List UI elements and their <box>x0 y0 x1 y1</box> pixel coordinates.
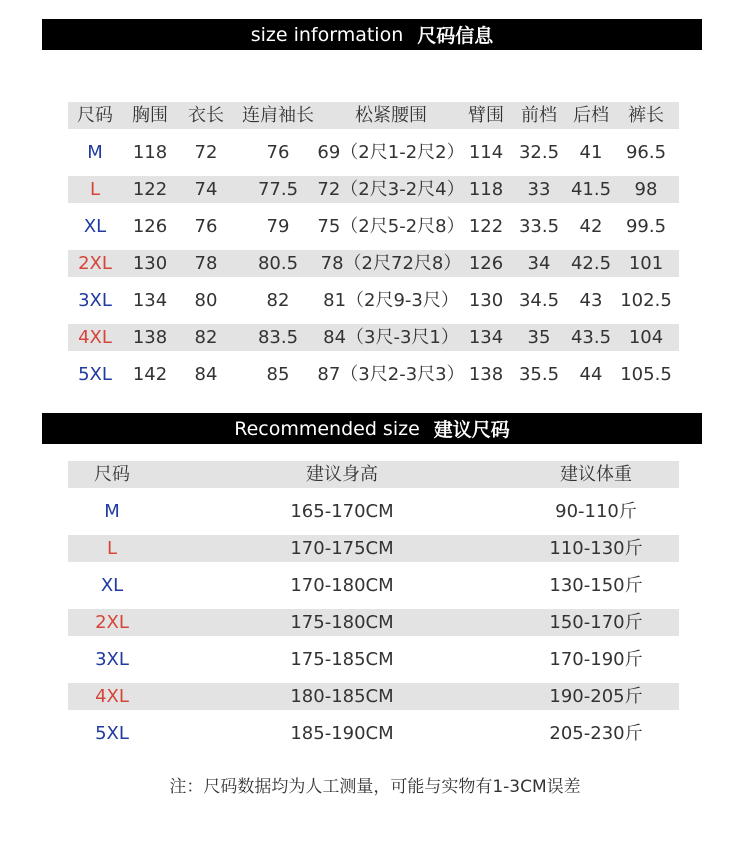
sleeve-cell: 79 <box>266 216 290 237</box>
banner-title-en: Recommended size <box>234 417 420 440</box>
sleeve-cell: 80.5 <box>257 253 299 274</box>
weight-cell: 170-190斤 <box>549 649 643 670</box>
table-row <box>68 324 679 351</box>
size-cell: 5XL <box>78 364 112 385</box>
front-rise-cell: 35 <box>527 327 551 348</box>
recommended-size-table <box>68 461 679 757</box>
arm-cell: 118 <box>468 179 504 200</box>
arm-cell: 114 <box>468 142 504 163</box>
size-cell: XL <box>83 216 107 237</box>
sleeve-cell: 77.5 <box>257 179 299 200</box>
measurement-note: 注：尺码数据均为人工测量，可能与实物有1-3CM误差 <box>169 777 581 797</box>
height-cell: 185-190CM <box>290 723 394 744</box>
arm-cell: 130 <box>468 290 504 311</box>
banner-title-cn: 尺码信息 <box>417 25 494 47</box>
header-chest: 胸围 <box>132 105 168 126</box>
pants-length-cell: 105.5 <box>620 364 672 385</box>
weight-cell: 90-110斤 <box>555 501 637 522</box>
table-row <box>68 176 679 203</box>
chest-cell: 138 <box>132 327 168 348</box>
front-rise-cell: 35.5 <box>518 364 560 385</box>
back-rise-cell: 43 <box>579 290 603 311</box>
back-rise-cell: 44 <box>579 364 603 385</box>
chest-cell: 130 <box>132 253 168 274</box>
sleeve-cell: 76 <box>266 142 290 163</box>
length-cell: 78 <box>194 253 218 274</box>
header-arm: 臂围 <box>468 105 504 126</box>
waist-cell: 84（3尺-3尺1） <box>323 327 459 348</box>
front-rise-cell: 34.5 <box>518 290 560 311</box>
front-rise-cell: 32.5 <box>518 142 560 163</box>
chest-cell: 142 <box>132 364 168 385</box>
header-height: 建议身高 <box>306 464 378 485</box>
table-row <box>68 213 679 240</box>
waist-cell: 69（2尺1-2尺2） <box>317 142 465 163</box>
size-cell: L <box>106 538 118 559</box>
header-weight: 建议体重 <box>560 464 632 485</box>
banner-title-en: size information <box>250 23 404 46</box>
size-cell: 3XL <box>95 649 129 670</box>
waist-cell: 72（2尺3-2尺4） <box>317 179 465 200</box>
back-rise-cell: 42 <box>579 216 603 237</box>
weight-cell: 190-205斤 <box>549 686 643 707</box>
sleeve-cell: 83.5 <box>257 327 299 348</box>
length-cell: 72 <box>194 142 218 163</box>
waist-cell: 87（3尺2-3尺3） <box>317 364 465 385</box>
pants-length-cell: 101 <box>628 253 664 274</box>
recommended-size-banner <box>42 413 702 444</box>
waist-cell: 75（2尺5-2尺8） <box>317 216 465 237</box>
size-cell: M <box>104 501 120 522</box>
height-cell: 170-175CM <box>290 538 394 559</box>
chest-cell: 118 <box>132 142 168 163</box>
size-cell: XL <box>100 575 124 596</box>
arm-cell: 122 <box>468 216 504 237</box>
banner-title-cn: 建议尺码 <box>433 419 510 441</box>
front-rise-cell: 33 <box>527 179 551 200</box>
table-row <box>68 572 679 599</box>
header-sleeve: 连肩袖长 <box>242 105 314 126</box>
sleeve-cell: 82 <box>266 290 290 311</box>
pants-length-cell: 96.5 <box>625 142 667 163</box>
length-cell: 84 <box>194 364 218 385</box>
back-rise-cell: 42.5 <box>570 253 612 274</box>
waist-cell: 78（2尺72尺8） <box>320 253 462 274</box>
pants-length-cell: 98 <box>634 179 658 200</box>
arm-cell: 138 <box>468 364 504 385</box>
table-header-row <box>68 461 679 488</box>
chest-cell: 122 <box>132 179 168 200</box>
pants-length-cell: 104 <box>628 327 664 348</box>
length-cell: 80 <box>194 290 218 311</box>
weight-cell: 150-170斤 <box>549 612 643 633</box>
length-cell: 76 <box>194 216 218 237</box>
size-information-banner <box>42 19 702 50</box>
header-pants-length: 裤长 <box>628 105 664 126</box>
height-cell: 175-185CM <box>290 649 394 670</box>
table-row <box>68 139 679 166</box>
size-cell: 5XL <box>95 723 129 744</box>
height-cell: 175-180CM <box>290 612 394 633</box>
size-cell: 3XL <box>78 290 112 311</box>
size-cell: L <box>89 179 101 200</box>
height-cell: 165-170CM <box>290 501 394 522</box>
table-row <box>68 250 679 277</box>
table-row <box>68 361 679 388</box>
arm-cell: 134 <box>468 327 504 348</box>
header-length: 衣长 <box>188 105 224 126</box>
size-cell: 2XL <box>78 253 112 274</box>
back-rise-cell: 41 <box>579 142 603 163</box>
size-cell: 4XL <box>95 686 129 707</box>
front-rise-cell: 33.5 <box>518 216 560 237</box>
pants-length-cell: 99.5 <box>625 216 667 237</box>
table-row <box>68 609 679 636</box>
length-cell: 82 <box>194 327 218 348</box>
header-size: 尺码 <box>77 105 113 126</box>
table-row <box>68 535 679 562</box>
header-back-rise: 后档 <box>573 105 609 126</box>
pants-length-cell: 102.5 <box>620 290 672 311</box>
weight-cell: 130-150斤 <box>549 575 643 596</box>
table-row <box>68 287 679 314</box>
table-row <box>68 646 679 673</box>
chest-cell: 126 <box>132 216 168 237</box>
header-front-rise: 前档 <box>521 105 557 126</box>
size-cell: 2XL <box>95 612 129 633</box>
arm-cell: 126 <box>468 253 504 274</box>
weight-cell: 205-230斤 <box>549 723 643 744</box>
table-header-row <box>68 102 679 129</box>
table-row <box>68 720 679 747</box>
front-rise-cell: 34 <box>527 253 551 274</box>
waist-cell: 81（2尺9-3尺） <box>323 290 459 311</box>
height-cell: 180-185CM <box>290 686 394 707</box>
table-row <box>68 498 679 525</box>
sleeve-cell: 85 <box>266 364 290 385</box>
size-information-table <box>68 102 679 398</box>
length-cell: 74 <box>194 179 218 200</box>
table-row <box>68 683 679 710</box>
header-size: 尺码 <box>94 464 130 485</box>
size-cell: M <box>87 142 103 163</box>
header-waist: 松紧腰围 <box>355 105 427 126</box>
height-cell: 170-180CM <box>290 575 394 596</box>
back-rise-cell: 41.5 <box>570 179 612 200</box>
back-rise-cell: 43.5 <box>570 327 612 348</box>
size-cell: 4XL <box>78 327 112 348</box>
chest-cell: 134 <box>132 290 168 311</box>
weight-cell: 110-130斤 <box>549 538 643 559</box>
